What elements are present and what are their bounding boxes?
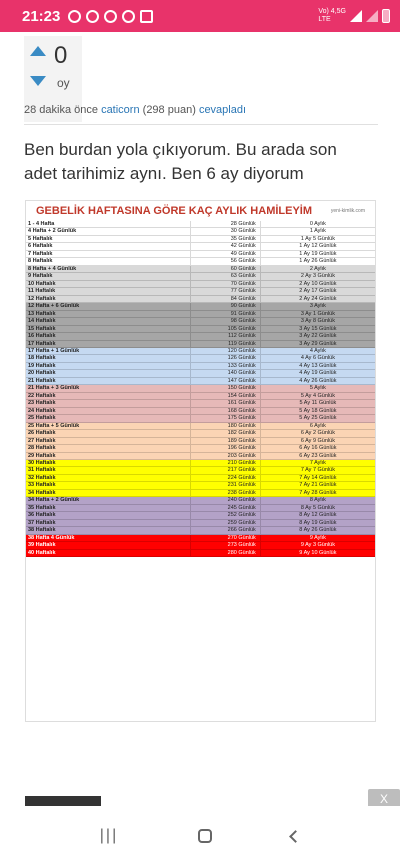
table-row <box>26 550 375 557</box>
month-cell: 7 Ay 14 Günlük <box>260 475 375 481</box>
month-cell: 1 Ay 26 Günlük <box>260 258 375 264</box>
notification-icons <box>68 10 153 23</box>
month-cell: 8 Ay 26 Günlük <box>260 527 375 533</box>
day-cell: 231 Günlük <box>190 482 260 488</box>
month-cell: 2 Ay 3 Günlük <box>260 273 375 279</box>
day-cell: 28 Günlük <box>190 221 260 227</box>
week-cell: 11 Haftalık <box>28 288 56 295</box>
table-row <box>26 527 375 534</box>
week-cell: 37 Haftalık <box>28 519 56 526</box>
battery-icon <box>382 9 390 23</box>
downvote-icon[interactable] <box>30 76 46 86</box>
week-cell: 38 Hafta 4 Günlük <box>28 534 75 541</box>
table-row <box>26 482 375 489</box>
month-cell: 1 Ay 12 Günlük <box>260 243 375 249</box>
vote-count: 0 <box>54 42 68 69</box>
table-title-row <box>26 201 375 221</box>
week-cell: 24 Haftalık <box>28 407 56 414</box>
table-row <box>26 430 375 437</box>
day-cell: 203 Günlük <box>190 453 260 459</box>
week-cell: 34 Hafta + 2 Günlük <box>28 497 80 504</box>
answer-text: Ben burdan yola çıkıyorum. Bu arada son adet tarihimiz aynı. Ben 6 ay diyorum <box>24 140 337 183</box>
week-cell: 17 Haftalık <box>28 340 56 347</box>
day-cell: 30 Günlük <box>190 228 260 234</box>
page-content <box>0 32 400 806</box>
user-link[interactable]: caticorn <box>101 104 140 116</box>
user-points: (298 puan) <box>142 104 196 116</box>
day-cell: 238 Günlük <box>190 490 260 496</box>
week-cell: 4 Hafta + 2 Günlük <box>28 228 77 235</box>
day-cell: 84 Günlük <box>190 296 260 302</box>
day-cell: 63 Günlük <box>190 273 260 279</box>
month-cell: 6 Ay 16 Günlük <box>260 445 375 451</box>
day-cell: 280 Günlük <box>190 550 260 556</box>
table-row <box>26 408 375 415</box>
month-cell: 4 Aylık <box>260 348 375 354</box>
back-button[interactable] <box>289 830 302 843</box>
month-cell: 9 Aylık <box>260 535 375 541</box>
month-cell: 8 Ay 5 Günlük <box>260 505 375 511</box>
recent-apps-button[interactable]: ||| <box>99 827 119 844</box>
table-row <box>26 333 375 340</box>
month-cell: 1 Ay 5 Günlük <box>260 236 375 242</box>
day-cell: 266 Günlük <box>190 527 260 533</box>
status-time: 21:23 <box>22 7 61 25</box>
day-cell: 91 Günlük <box>190 311 260 317</box>
week-cell: 27 Haftalık <box>28 437 56 444</box>
week-cell: 15 Haftalık <box>28 325 56 332</box>
table-logo: yeni-kimlik.com <box>330 208 365 214</box>
week-cell: 10 Haftalık <box>28 280 56 287</box>
table-row <box>26 258 375 265</box>
table-row <box>26 236 375 243</box>
vote-label: oy <box>57 76 70 90</box>
month-cell: 3 Ay 1 Günlük <box>260 311 375 317</box>
day-cell: 196 Günlük <box>190 445 260 451</box>
table-row <box>26 228 375 235</box>
month-cell: 6 Ay 2 Günlük <box>260 430 375 436</box>
ad-close-button[interactable]: X <box>368 789 400 806</box>
day-cell: 112 Günlük <box>190 333 260 339</box>
month-cell: 6 Ay 23 Günlük <box>260 453 375 459</box>
day-cell: 70 Günlük <box>190 281 260 287</box>
day-cell: 224 Günlük <box>190 475 260 481</box>
table-row <box>26 520 375 527</box>
table-row <box>26 400 375 407</box>
table-row <box>26 460 375 467</box>
month-cell: 3 Ay 22 Günlük <box>260 333 375 339</box>
signal-2-icon <box>366 10 378 22</box>
table-row <box>26 542 375 549</box>
month-cell: 6 Ay 9 Günlük <box>260 438 375 444</box>
month-cell: 5 Ay 4 Günlük <box>260 393 375 399</box>
week-cell: 40 Haftalık <box>28 549 56 556</box>
day-cell: 161 Günlük <box>190 400 260 406</box>
day-cell: 35 Günlük <box>190 236 260 242</box>
week-cell: 1 - 4 Hafta <box>28 221 55 227</box>
table-row <box>26 497 375 504</box>
month-cell: 8 Ay 12 Günlük <box>260 512 375 518</box>
day-cell: 270 Günlük <box>190 535 260 541</box>
day-cell: 42 Günlük <box>190 243 260 249</box>
day-cell: 210 Günlük <box>190 460 260 466</box>
divider <box>24 124 378 125</box>
day-cell: 49 Günlük <box>190 251 260 257</box>
table-rows <box>26 221 375 557</box>
month-cell: 1 Aylık <box>260 228 375 234</box>
upvote-icon[interactable] <box>30 46 46 56</box>
table-row <box>26 311 375 318</box>
month-cell: 3 Ay 15 Günlük <box>260 326 375 332</box>
table-row <box>26 303 375 310</box>
table-row <box>26 363 375 370</box>
month-cell: 4 Ay 19 Günlük <box>260 370 375 376</box>
whatsapp-icon <box>68 10 81 23</box>
pregnancy-table-image <box>25 200 376 722</box>
table-row <box>26 221 375 228</box>
table-row <box>26 251 375 258</box>
day-cell: 150 Günlük <box>190 385 260 391</box>
day-cell: 180 Günlük <box>190 423 260 429</box>
month-cell: 7 Ay 7 Günlük <box>260 467 375 473</box>
table-row <box>26 341 375 348</box>
day-cell: 245 Günlük <box>190 505 260 511</box>
table-row <box>26 467 375 474</box>
table-row <box>26 318 375 325</box>
week-cell: 12 Haftalık <box>28 295 56 302</box>
month-cell: 9 Ay 3 Günlük <box>260 542 375 548</box>
viber-icon <box>86 10 99 23</box>
table-row <box>26 378 375 385</box>
day-cell: 126 Günlük <box>190 355 260 361</box>
signal-icon <box>350 10 362 22</box>
day-cell: 273 Günlük <box>190 542 260 548</box>
week-cell: 25 Hafta + 5 Günlük <box>28 422 80 429</box>
month-cell: 5 Ay 25 Günlük <box>260 415 375 421</box>
day-cell: 56 Günlük <box>190 258 260 264</box>
table-row <box>26 438 375 445</box>
table-row <box>26 281 375 288</box>
week-cell: 30 Haftalık <box>28 460 56 466</box>
network-label: Vo) 4,5G LTE <box>318 8 346 23</box>
table-row <box>26 273 375 280</box>
week-cell: 28 Haftalık <box>28 445 56 452</box>
day-cell: 154 Günlük <box>190 393 260 399</box>
month-cell: 0 Aylık <box>260 221 375 227</box>
month-cell: 8 Ay 19 Günlük <box>260 520 375 526</box>
day-cell: 182 Günlük <box>190 430 260 436</box>
week-cell: 25 Haftalık <box>28 415 56 422</box>
day-cell: 259 Günlük <box>190 520 260 526</box>
table-row <box>26 296 375 303</box>
week-cell: 8 Hafta + 4 Günlük <box>28 265 77 272</box>
month-cell: 6 Aylık <box>260 423 375 429</box>
table-row <box>26 385 375 392</box>
status-bar <box>0 0 400 32</box>
month-cell: 4 Ay 26 Günlük <box>260 378 375 384</box>
week-cell: 16 Haftalık <box>28 333 56 340</box>
week-cell: 21 Hafta + 3 Günlük <box>28 385 80 392</box>
day-cell: 120 Günlük <box>190 348 260 354</box>
day-cell: 119 Günlük <box>190 341 260 347</box>
day-cell: 175 Günlük <box>190 415 260 421</box>
week-cell: 5 Haftalık <box>28 235 53 242</box>
week-cell: 21 Haftalık <box>28 377 56 384</box>
day-cell: 90 Günlük <box>190 303 260 309</box>
table-row <box>26 505 375 512</box>
table-row <box>26 355 375 362</box>
day-cell: 217 Günlük <box>190 467 260 473</box>
table-title: GEBELİK HAFTASINA GÖRE KAÇ AYLIK HAMİLEYİM <box>36 205 313 217</box>
week-cell: 9 Haftalık <box>28 273 53 280</box>
month-cell: 8 Aylık <box>260 497 375 503</box>
ad-banner[interactable] <box>25 796 101 806</box>
month-cell: 7 Aylık <box>260 460 375 466</box>
answer-time: 28 dakika önce <box>24 104 98 116</box>
status-right <box>318 8 390 24</box>
table-row <box>26 415 375 422</box>
day-cell: 240 Günlük <box>190 497 260 503</box>
week-cell: 35 Haftalık <box>28 504 56 511</box>
month-cell: 5 Ay 11 Günlük <box>260 400 375 406</box>
week-cell: 33 Haftalık <box>28 482 56 489</box>
month-cell: 4 Ay 6 Günlük <box>260 355 375 361</box>
day-cell: 140 Günlük <box>190 370 260 376</box>
week-cell: 36 Haftalık <box>28 512 56 519</box>
month-cell: 3 Ay 29 Günlük <box>260 341 375 347</box>
answered-link[interactable]: cevapladı <box>198 104 247 116</box>
month-cell: 2 Aylık <box>260 266 375 272</box>
week-cell: 22 Haftalık <box>28 392 56 399</box>
week-cell: 18 Haftalık <box>28 355 56 362</box>
table-row <box>26 288 375 295</box>
week-cell: 7 Haftalık <box>28 250 53 257</box>
week-cell: 23 Haftalık <box>28 400 56 407</box>
week-cell: 20 Haftalık <box>28 370 56 377</box>
day-cell: 252 Günlük <box>190 512 260 518</box>
gallery-icon <box>140 10 153 23</box>
day-cell: 168 Günlük <box>190 408 260 414</box>
day-cell: 133 Günlük <box>190 363 260 369</box>
month-cell: 1 Ay 19 Günlük <box>260 251 375 257</box>
table-row <box>26 243 375 250</box>
week-cell: 31 Haftalık <box>28 467 56 474</box>
week-cell: 12 Hafta + 6 Günlük <box>28 303 80 310</box>
table-row <box>26 348 375 355</box>
week-cell: 6 Haftalık <box>28 243 53 250</box>
table-row <box>26 393 375 400</box>
month-cell: 5 Ay 18 Günlük <box>260 408 375 414</box>
week-cell: 34 Haftalık <box>28 489 56 496</box>
week-cell: 38 Haftalık <box>28 527 56 534</box>
day-cell: 189 Günlük <box>190 438 260 444</box>
table-row <box>26 535 375 542</box>
notification-app-icon <box>122 10 135 23</box>
week-cell: 32 Haftalık <box>28 474 56 481</box>
table-row <box>26 512 375 519</box>
table-row <box>26 266 375 273</box>
week-cell: 13 Haftalık <box>28 310 56 317</box>
day-cell: 77 Günlük <box>190 288 260 294</box>
week-cell: 29 Haftalık <box>28 452 56 459</box>
home-button[interactable] <box>198 829 212 843</box>
month-cell: 7 Ay 28 Günlük <box>260 490 375 496</box>
month-cell: 2 Ay 10 Günlük <box>260 281 375 287</box>
week-cell: 39 Haftalık <box>28 542 56 549</box>
month-cell: 3 Ay 8 Günlük <box>260 318 375 324</box>
month-cell: 5 Aylık <box>260 385 375 391</box>
nav-bar <box>0 806 400 866</box>
table-row <box>26 490 375 497</box>
day-cell: 60 Günlük <box>190 266 260 272</box>
table-row <box>26 370 375 377</box>
week-cell: 17 Hafta + 1 Günlük <box>28 347 80 354</box>
table-row <box>26 475 375 482</box>
week-cell: 14 Haftalık <box>28 318 56 325</box>
table-row <box>26 423 375 430</box>
table-row <box>26 326 375 333</box>
day-cell: 147 Günlük <box>190 378 260 384</box>
day-cell: 98 Günlük <box>190 318 260 324</box>
month-cell: 4 Ay 13 Günlük <box>260 363 375 369</box>
day-cell: 105 Günlük <box>190 326 260 332</box>
week-cell: 26 Haftalık <box>28 430 56 437</box>
at-icon <box>104 10 117 23</box>
month-cell: 7 Ay 21 Günlük <box>260 482 375 488</box>
week-cell: 19 Haftalık <box>28 362 56 369</box>
month-cell: 2 Ay 17 Günlük <box>260 288 375 294</box>
week-cell: 8 Haftalık <box>28 258 53 265</box>
month-cell: 2 Ay 24 Günlük <box>260 296 375 302</box>
table-row <box>26 453 375 460</box>
month-cell: 9 Ay 10 Günlük <box>260 550 375 556</box>
answer-meta <box>24 104 246 116</box>
month-cell: 3 Aylık <box>260 303 375 309</box>
table-row <box>26 445 375 452</box>
